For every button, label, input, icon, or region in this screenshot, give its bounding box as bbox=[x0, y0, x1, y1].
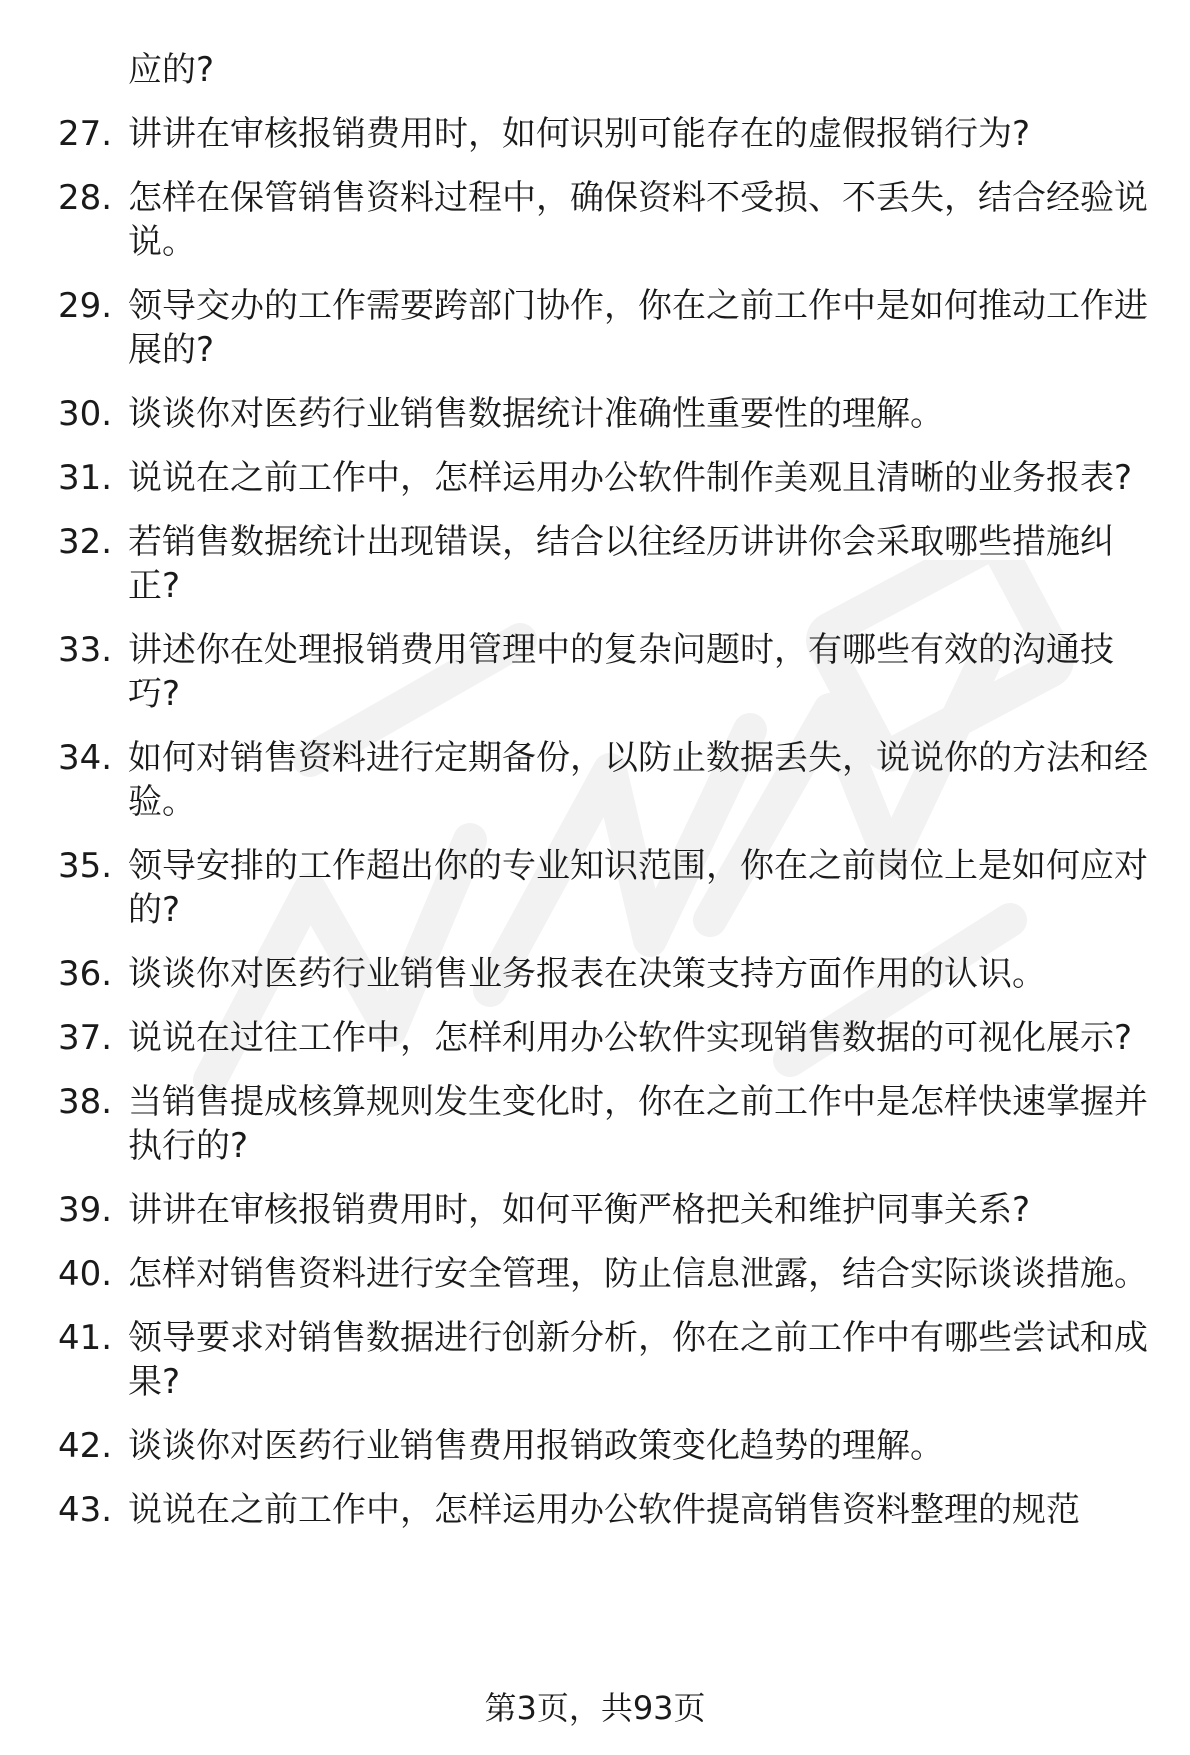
question-number: 41. bbox=[58, 1318, 113, 1358]
question-text: 说说在之前工作中，怎样运用办公软件提高销售资料整理的规范 bbox=[128, 1490, 1080, 1530]
question-number: 38. bbox=[58, 1082, 113, 1122]
question-number: 36. bbox=[58, 954, 113, 994]
list-item bbox=[58, 736, 1148, 824]
question-text: 领导安排的工作超出你的专业知识范围，你在之前岗位上是如何应对的? bbox=[128, 846, 1148, 930]
list-item bbox=[58, 520, 1148, 608]
question-number: 34. bbox=[58, 738, 113, 778]
question-number: 31. bbox=[58, 458, 113, 498]
list-item bbox=[58, 284, 1148, 372]
question-text: 怎样对销售资料进行安全管理，防止信息泄露，结合实际谈谈措施。 bbox=[128, 1254, 1148, 1294]
question-number: 29. bbox=[58, 286, 113, 326]
list-item bbox=[58, 456, 1148, 500]
question-text: 如何对销售资料进行定期备份，以防止数据丢失，说说你的方法和经验。 bbox=[128, 738, 1148, 822]
question-text: 谈谈你对医药行业销售数据统计准确性重要性的理解。 bbox=[128, 394, 944, 434]
list-item bbox=[58, 844, 1148, 932]
page-number-footer: 第3页，共93页 bbox=[484, 1689, 706, 1727]
continued-question-text: 应的? bbox=[128, 50, 215, 90]
list-item bbox=[58, 176, 1148, 264]
question-number: 27. bbox=[58, 114, 113, 154]
question-text: 领导要求对销售数据进行创新分析，你在之前工作中有哪些尝试和成果? bbox=[128, 1318, 1148, 1402]
list-item bbox=[58, 628, 1148, 716]
question-text: 怎样在保管销售资料过程中，确保资料不受损、不丢失，结合经验说说。 bbox=[128, 178, 1148, 262]
question-number: 37. bbox=[58, 1018, 113, 1058]
question-number: 42. bbox=[58, 1426, 113, 1466]
question-text: 讲述你在处理报销费用管理中的复杂问题时，有哪些有效的沟通技巧? bbox=[128, 630, 1114, 714]
question-text: 讲讲在审核报销费用时，如何识别可能存在的虚假报销行为? bbox=[128, 114, 1031, 154]
question-number: 39. bbox=[58, 1190, 113, 1230]
question-number: 28. bbox=[58, 178, 113, 218]
question-text: 谈谈你对医药行业销售费用报销政策变化趋势的理解。 bbox=[128, 1426, 944, 1466]
question-text: 说说在过往工作中，怎样利用办公软件实现销售数据的可视化展示? bbox=[128, 1018, 1133, 1058]
question-text: 当销售提成核算规则发生变化时，你在之前工作中是怎样快速掌握并执行的? bbox=[128, 1082, 1148, 1166]
list-item bbox=[58, 1080, 1148, 1168]
list-item bbox=[58, 1252, 1148, 1296]
list-item bbox=[58, 392, 1148, 436]
list-item bbox=[58, 1188, 1148, 1232]
question-text: 说说在之前工作中，怎样运用办公软件制作美观且清晰的业务报表? bbox=[128, 458, 1133, 498]
question-number: 32. bbox=[58, 522, 113, 562]
list-item bbox=[58, 1424, 1148, 1468]
list-item bbox=[58, 1316, 1148, 1404]
question-text: 谈谈你对医药行业销售业务报表在决策支持方面作用的认识。 bbox=[128, 954, 1046, 994]
question-text: 讲讲在审核报销费用时，如何平衡严格把关和维护同事关系? bbox=[128, 1190, 1031, 1230]
list-item bbox=[58, 1016, 1148, 1060]
question-number: 35. bbox=[58, 846, 113, 886]
list-item bbox=[58, 1488, 1148, 1532]
question-text: 若销售数据统计出现错误，结合以往经历讲讲你会采取哪些措施纠正? bbox=[128, 522, 1114, 606]
question-number: 43. bbox=[58, 1490, 113, 1530]
question-text: 领导交办的工作需要跨部门协作，你在之前工作中是如何推动工作进展的? bbox=[128, 286, 1148, 370]
question-content bbox=[58, 48, 1148, 1552]
question-list bbox=[58, 112, 1148, 1532]
list-item bbox=[58, 952, 1148, 996]
question-number: 30. bbox=[58, 394, 113, 434]
question-number: 40. bbox=[58, 1254, 113, 1294]
list-item bbox=[58, 112, 1148, 156]
question-number: 33. bbox=[58, 630, 113, 670]
